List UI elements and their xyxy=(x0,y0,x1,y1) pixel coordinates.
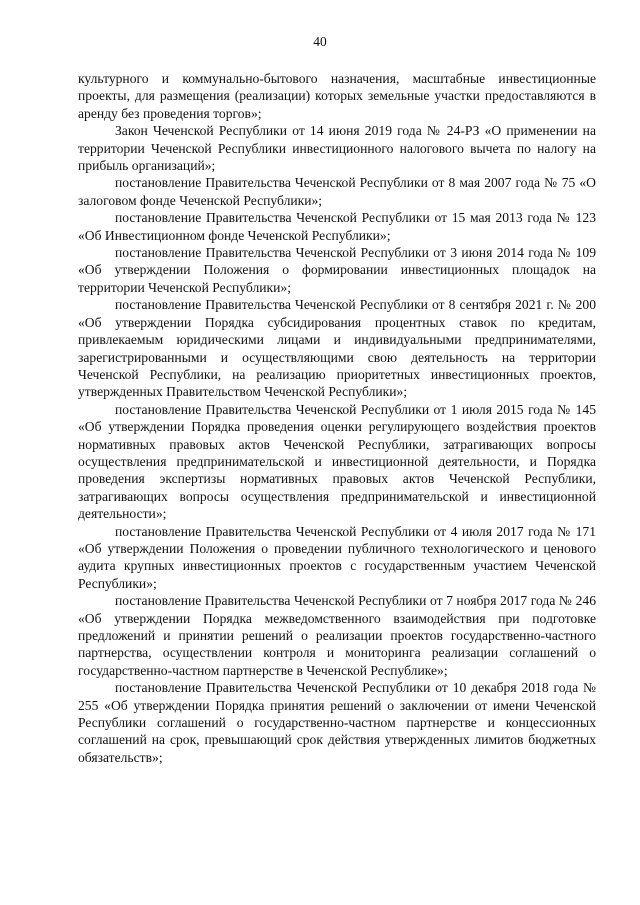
paragraph-resolution-145: постановление Правительства Чеченской Республики от 1 июля 2015 года № 145 «Об утверждении Порядка проведения оценки регулирующего воздействия проектов нормативных правовых актов Чеченской Республики, затрагивающих вопросы осуществления предпринимательской и инвестиционной деятельности, и Порядка проведения экспертизы нормативных правовых актов Чеченской Республики, затрагивающих вопросы осуществления предпринимательской и инвестиционной деятельности»; xyxy=(78,401,596,522)
paragraph-resolution-255: постановление Правительства Чеченской Республики от 10 декабря 2018 года № 255 «Об утверждении Порядка принятия решений о заключении от имени Чеченской Республики соглашений о государственно-частном партнерстве и концессионных соглашений на срок, превышающий срок действия утвержденных лимитов бюджетных обязательств»; xyxy=(78,680,596,765)
paragraph-continuation: культурного и коммунально-бытового назначения, масштабные инвестиционные проекты, для размещения (реализации) которых земельные участки предоставляются в аренду без проведения торгов»; xyxy=(78,71,596,121)
paragraph-resolution-109: постановление Правительства Чеченской Республики от 3 июня 2014 года № 109 «Об утверждении Положения о формировании инвестиционных площадок на территории Чеченской Республики»; xyxy=(78,245,596,295)
paragraph-resolution-123: постановление Правительства Чеченской Республики от 15 мая 2013 года № 123 «Об Инвестиционном фонде Чеченской Республики»; xyxy=(78,210,596,243)
paragraph-resolution-200: постановление Правительства Чеченской Республики от 8 сентября 2021 г. № 200 «Об утверждении Порядка субсидирования процентных ставок по кредитам, привлекаемым юридическими лицами и индивидуальными предпринимателями, зарегистрированными и осуществляющими свою деятельность на территории Чеченской Республики, на реализацию приоритетных инвестиционных проектов, утвержденных Правительством Чеченской Республики»; xyxy=(78,297,596,400)
paragraph-resolution-246: постановление Правительства Чеченской Республики от 7 ноября 2017 года № 246 «Об утверждении Порядка межведомственного взаимодействия при подготовке предложений и принятии решений о реализации проектов государственно-частного партнерства, осуществлении контроля и мониторинга реализации соглашений о государственно-частном партнерстве в Чеченской Республике»; xyxy=(78,593,596,678)
document-body xyxy=(78,70,596,766)
page-number: 40 xyxy=(313,34,327,49)
paragraph-resolution-75: постановление Правительства Чеченской Республики от 8 мая 2007 года № 75 «О залоговом фонде Чеченской Республики»; xyxy=(78,175,596,208)
paragraph-resolution-171: постановление Правительства Чеченской Республики от 4 июля 2017 года № 171 «Об утверждении Положения о проведении публичного технологического и ценового аудита крупных инвестиционных проектов с государственным участием Чеченской Республики»; xyxy=(78,523,596,591)
paragraph-law-24-rz: Закон Чеченской Республики от 14 июня 2019 года № 24-РЗ «О применении на территории Чеченской Республики инвестиционного налогового вычета по налогу на прибыль организаций»; xyxy=(78,123,596,174)
